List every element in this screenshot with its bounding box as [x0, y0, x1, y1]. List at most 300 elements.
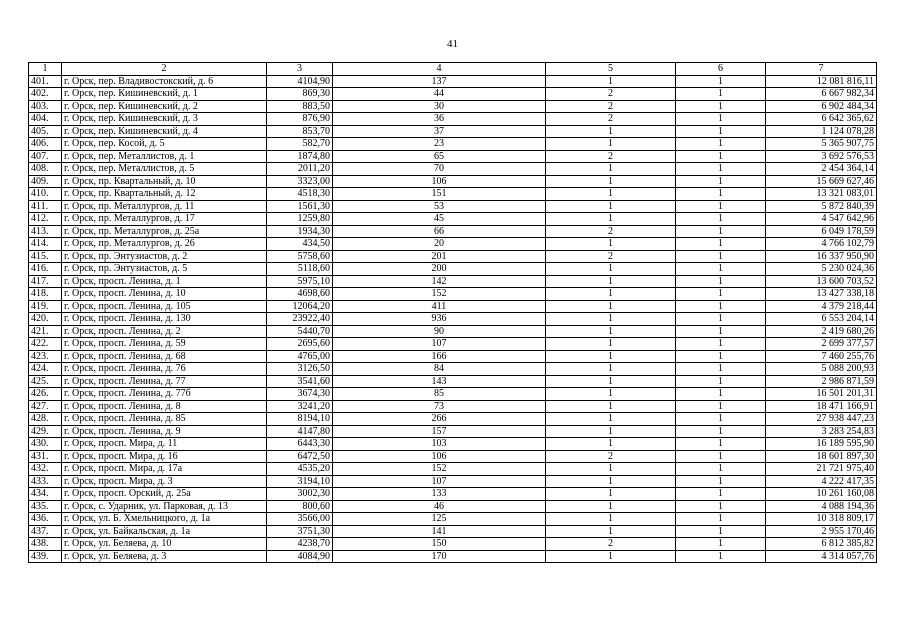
address-cell: г. Орск, пер. Кишиневский, д. 4 [62, 125, 267, 138]
address-cell: г. Орск, просп. Ленина, д. 68 [62, 350, 267, 363]
cost-cell: 2 419 680,26 [766, 325, 877, 338]
row-number: 409. [29, 175, 62, 188]
table-row [29, 450, 877, 463]
table-row [29, 375, 877, 388]
count-cell: 150 [333, 538, 546, 551]
row-number: 430. [29, 438, 62, 451]
cost-cell: 2 454 364,14 [766, 163, 877, 176]
area-cell: 3194,10 [267, 475, 333, 488]
col6-cell: 1 [676, 213, 766, 226]
area-cell: 3126,50 [267, 363, 333, 376]
col6-cell: 1 [676, 363, 766, 376]
row-number: 417. [29, 275, 62, 288]
table-row [29, 338, 877, 351]
area-cell: 582,70 [267, 138, 333, 151]
cost-cell: 6 642 365,62 [766, 113, 877, 126]
col5-cell: 1 [546, 350, 676, 363]
count-cell: 157 [333, 425, 546, 438]
row-number: 407. [29, 150, 62, 163]
col5-cell: 1 [546, 550, 676, 563]
row-number: 438. [29, 538, 62, 551]
col5-cell: 1 [546, 175, 676, 188]
count-cell: 65 [333, 150, 546, 163]
count-cell: 30 [333, 100, 546, 113]
row-number: 437. [29, 525, 62, 538]
col5-cell: 1 [546, 125, 676, 138]
col5-cell: 1 [546, 375, 676, 388]
row-number: 411. [29, 200, 62, 213]
address-cell: г. Орск, просп. Ленина, д. 9 [62, 425, 267, 438]
col6-cell: 1 [676, 538, 766, 551]
table-body [29, 75, 877, 563]
row-number: 426. [29, 388, 62, 401]
col6-cell: 1 [676, 413, 766, 426]
col5-cell: 2 [546, 150, 676, 163]
count-cell: 20 [333, 238, 546, 251]
count-cell: 266 [333, 413, 546, 426]
cost-cell: 4 222 417,35 [766, 475, 877, 488]
table-row [29, 238, 877, 251]
count-cell: 166 [333, 350, 546, 363]
count-cell: 200 [333, 263, 546, 276]
col6-cell: 1 [676, 175, 766, 188]
col5-cell: 2 [546, 225, 676, 238]
address-cell: г. Орск, просп. Мира, д. 17а [62, 463, 267, 476]
count-cell: 143 [333, 375, 546, 388]
address-cell: г. Орск, пр. Энтузиастов, д. 2 [62, 250, 267, 263]
table-row [29, 250, 877, 263]
table-row [29, 388, 877, 401]
col6-cell: 1 [676, 450, 766, 463]
table-row [29, 363, 877, 376]
count-cell: 90 [333, 325, 546, 338]
count-cell: 151 [333, 188, 546, 201]
area-cell: 12064,20 [267, 300, 333, 313]
col5-cell: 1 [546, 238, 676, 251]
cost-cell: 2 955 170,46 [766, 525, 877, 538]
col5-cell: 1 [546, 425, 676, 438]
address-cell: г. Орск, пр. Металлургов, д. 25а [62, 225, 267, 238]
table-row [29, 325, 877, 338]
area-cell: 2695,60 [267, 338, 333, 351]
count-cell: 137 [333, 75, 546, 88]
row-number: 434. [29, 488, 62, 501]
table-row [29, 313, 877, 326]
col6-cell: 1 [676, 425, 766, 438]
table-row [29, 125, 877, 138]
count-cell: 85 [333, 388, 546, 401]
count-cell: 46 [333, 500, 546, 513]
area-cell: 5975,10 [267, 275, 333, 288]
col5-cell: 1 [546, 363, 676, 376]
col6-cell: 1 [676, 300, 766, 313]
column-header-5: 5 [546, 63, 676, 76]
col6-cell: 1 [676, 500, 766, 513]
area-cell: 4084,90 [267, 550, 333, 563]
row-number: 439. [29, 550, 62, 563]
count-cell: 936 [333, 313, 546, 326]
count-cell: 125 [333, 513, 546, 526]
area-cell: 1259,80 [267, 213, 333, 226]
table-row [29, 413, 877, 426]
column-number-row [29, 63, 877, 76]
row-number: 419. [29, 300, 62, 313]
address-cell: г. Орск, ул. Б. Хмельницкого, д. 1а [62, 513, 267, 526]
area-cell: 853,70 [267, 125, 333, 138]
count-cell: 45 [333, 213, 546, 226]
row-number: 415. [29, 250, 62, 263]
count-cell: 44 [333, 88, 546, 101]
col5-cell: 1 [546, 463, 676, 476]
col5-cell: 1 [546, 338, 676, 351]
area-cell: 8194,10 [267, 413, 333, 426]
col6-cell: 1 [676, 200, 766, 213]
address-cell: г. Орск, ул. Байкальская, д. 1а [62, 525, 267, 538]
column-header-3: 3 [267, 63, 333, 76]
col6-cell: 1 [676, 88, 766, 101]
col5-cell: 1 [546, 400, 676, 413]
area-cell: 3674,30 [267, 388, 333, 401]
col6-cell: 1 [676, 113, 766, 126]
col6-cell: 1 [676, 163, 766, 176]
row-number: 410. [29, 188, 62, 201]
col6-cell: 1 [676, 275, 766, 288]
count-cell: 66 [333, 225, 546, 238]
col6-cell: 1 [676, 525, 766, 538]
col5-cell: 2 [546, 538, 676, 551]
address-cell: г. Орск, просп. Ленина, д. 105 [62, 300, 267, 313]
table-row [29, 350, 877, 363]
col5-cell: 1 [546, 525, 676, 538]
row-number: 427. [29, 400, 62, 413]
col5-cell: 1 [546, 438, 676, 451]
area-cell: 5440,70 [267, 325, 333, 338]
row-number: 404. [29, 113, 62, 126]
table-row [29, 225, 877, 238]
cost-cell: 10 318 809,17 [766, 513, 877, 526]
area-cell: 3541,60 [267, 375, 333, 388]
address-cell: г. Орск, пр. Металлургов, д. 26 [62, 238, 267, 251]
row-number: 432. [29, 463, 62, 476]
table-row [29, 175, 877, 188]
area-cell: 4535,20 [267, 463, 333, 476]
count-cell: 70 [333, 163, 546, 176]
row-number: 436. [29, 513, 62, 526]
row-number: 422. [29, 338, 62, 351]
table-row [29, 75, 877, 88]
cost-cell: 3 692 576,53 [766, 150, 877, 163]
page-number: 41 [447, 38, 458, 50]
col6-cell: 1 [676, 388, 766, 401]
col6-cell: 1 [676, 375, 766, 388]
area-cell: 434,50 [267, 238, 333, 251]
column-header-1: 1 [29, 63, 62, 76]
col6-cell: 1 [676, 263, 766, 276]
table-row [29, 263, 877, 276]
col5-cell: 1 [546, 313, 676, 326]
col5-cell: 1 [546, 325, 676, 338]
area-cell: 6472,50 [267, 450, 333, 463]
col5-cell: 2 [546, 450, 676, 463]
cost-cell: 18 601 897,30 [766, 450, 877, 463]
area-cell: 1934,30 [267, 225, 333, 238]
cost-cell: 5 365 907,75 [766, 138, 877, 151]
table-row [29, 100, 877, 113]
column-header-2: 2 [62, 63, 267, 76]
row-number: 431. [29, 450, 62, 463]
area-cell: 3241,20 [267, 400, 333, 413]
col6-cell: 1 [676, 225, 766, 238]
count-cell: 103 [333, 438, 546, 451]
cost-cell: 10 261 160,08 [766, 488, 877, 501]
row-number: 433. [29, 475, 62, 488]
table-row [29, 88, 877, 101]
address-cell: г. Орск, ул. Беляева, д. 3 [62, 550, 267, 563]
cost-cell: 21 721 975,40 [766, 463, 877, 476]
col5-cell: 1 [546, 388, 676, 401]
area-cell: 4518,30 [267, 188, 333, 201]
cost-cell: 4 088 194,36 [766, 500, 877, 513]
address-cell: г. Орск, пер. Кишиневский, д. 3 [62, 113, 267, 126]
area-cell: 3323,00 [267, 175, 333, 188]
table-row [29, 475, 877, 488]
count-cell: 106 [333, 450, 546, 463]
table-row [29, 188, 877, 201]
cost-cell: 13 427 338,18 [766, 288, 877, 301]
address-cell: г. Орск, пр. Квартальный, д. 12 [62, 188, 267, 201]
table-row [29, 425, 877, 438]
address-cell: г. Орск, просп. Ленина, д. 130 [62, 313, 267, 326]
cost-cell: 2 699 377,57 [766, 338, 877, 351]
area-cell: 4238,70 [267, 538, 333, 551]
area-cell: 4765,00 [267, 350, 333, 363]
area-cell: 869,30 [267, 88, 333, 101]
table-row [29, 138, 877, 151]
address-cell: г. Орск, просп. Ленина, д. 77б [62, 388, 267, 401]
col5-cell: 1 [546, 475, 676, 488]
col6-cell: 1 [676, 250, 766, 263]
address-cell: г. Орск, пр. Квартальный, д. 10 [62, 175, 267, 188]
address-cell: г. Орск, пер. Владивостокский, д. 6 [62, 75, 267, 88]
row-number: 424. [29, 363, 62, 376]
count-cell: 201 [333, 250, 546, 263]
col5-cell: 1 [546, 200, 676, 213]
col6-cell: 1 [676, 350, 766, 363]
row-number: 425. [29, 375, 62, 388]
count-cell: 152 [333, 463, 546, 476]
column-header-4: 4 [333, 63, 546, 76]
row-number: 406. [29, 138, 62, 151]
row-number: 408. [29, 163, 62, 176]
cost-cell: 12 081 816,11 [766, 75, 877, 88]
table-row [29, 400, 877, 413]
area-cell: 800,60 [267, 500, 333, 513]
address-cell: г. Орск, ул. Беляева, д. 10 [62, 538, 267, 551]
address-cell: г. Орск, просп. Мира, д. 11 [62, 438, 267, 451]
table-row [29, 275, 877, 288]
address-cell: г. Орск, просп. Ленина, д. 59 [62, 338, 267, 351]
area-cell: 5118,60 [267, 263, 333, 276]
col6-cell: 1 [676, 100, 766, 113]
count-cell: 36 [333, 113, 546, 126]
address-cell: г. Орск, пер. Металлистов, д. 1 [62, 150, 267, 163]
cost-cell: 4 766 102,79 [766, 238, 877, 251]
address-cell: г. Орск, просп. Ленина, д. 85 [62, 413, 267, 426]
address-cell: г. Орск, просп. Мира, д. 16 [62, 450, 267, 463]
cost-cell: 6 049 178,59 [766, 225, 877, 238]
col6-cell: 1 [676, 475, 766, 488]
col5-cell: 1 [546, 288, 676, 301]
area-cell: 883,50 [267, 100, 333, 113]
address-cell: г. Орск, просп. Ленина, д. 8 [62, 400, 267, 413]
cost-cell: 15 669 627,46 [766, 175, 877, 188]
cost-cell: 16 337 950,90 [766, 250, 877, 263]
row-number: 429. [29, 425, 62, 438]
row-number: 413. [29, 225, 62, 238]
address-cell: г. Орск, пр. Энтузиастов, д. 5 [62, 263, 267, 276]
row-number: 420. [29, 313, 62, 326]
col5-cell: 1 [546, 138, 676, 151]
cost-cell: 5 230 024,36 [766, 263, 877, 276]
table-row [29, 113, 877, 126]
col6-cell: 1 [676, 138, 766, 151]
col5-cell: 2 [546, 88, 676, 101]
count-cell: 107 [333, 338, 546, 351]
address-cell: г. Орск, просп. Ленина, д. 2 [62, 325, 267, 338]
cost-cell: 2 986 871,59 [766, 375, 877, 388]
cost-cell: 16 501 201,31 [766, 388, 877, 401]
col5-cell: 1 [546, 513, 676, 526]
col6-cell: 1 [676, 150, 766, 163]
cost-cell: 5 088 200,93 [766, 363, 877, 376]
cost-cell: 27 938 447,23 [766, 413, 877, 426]
cost-cell: 3 283 254,83 [766, 425, 877, 438]
column-header-7: 7 [766, 63, 877, 76]
cost-cell: 4 379 218,44 [766, 300, 877, 313]
count-cell: 106 [333, 175, 546, 188]
cost-cell: 6 902 484,34 [766, 100, 877, 113]
count-cell: 411 [333, 300, 546, 313]
col6-cell: 1 [676, 188, 766, 201]
table-row [29, 438, 877, 451]
area-cell: 3751,30 [267, 525, 333, 538]
area-cell: 5758,60 [267, 250, 333, 263]
cost-cell: 5 872 840,39 [766, 200, 877, 213]
col6-cell: 1 [676, 438, 766, 451]
address-cell: г. Орск, пер. Металлистов, д. 5 [62, 163, 267, 176]
row-number: 414. [29, 238, 62, 251]
col6-cell: 1 [676, 238, 766, 251]
col5-cell: 1 [546, 275, 676, 288]
area-cell: 6443,30 [267, 438, 333, 451]
count-cell: 141 [333, 525, 546, 538]
area-cell: 4147,80 [267, 425, 333, 438]
row-number: 423. [29, 350, 62, 363]
row-number: 402. [29, 88, 62, 101]
table-row [29, 200, 877, 213]
row-number: 428. [29, 413, 62, 426]
table-row [29, 288, 877, 301]
count-cell: 53 [333, 200, 546, 213]
col6-cell: 1 [676, 488, 766, 501]
table-row [29, 463, 877, 476]
address-cell: г. Орск, пер. Кишиневский, д. 1 [62, 88, 267, 101]
address-cell: г. Орск, пер. Кишиневский, д. 2 [62, 100, 267, 113]
area-cell: 876,90 [267, 113, 333, 126]
cost-cell: 6 667 982,34 [766, 88, 877, 101]
address-cell: г. Орск, просп. Ленина, д. 77 [62, 375, 267, 388]
col6-cell: 1 [676, 125, 766, 138]
address-cell: г. Орск, просп. Орский, д. 25а [62, 488, 267, 501]
row-number: 435. [29, 500, 62, 513]
row-number: 403. [29, 100, 62, 113]
count-cell: 73 [333, 400, 546, 413]
table-row [29, 163, 877, 176]
col5-cell: 1 [546, 213, 676, 226]
cost-cell: 4 314 057,76 [766, 550, 877, 563]
row-number: 416. [29, 263, 62, 276]
cost-cell: 6 812 385,82 [766, 538, 877, 551]
table-row [29, 300, 877, 313]
address-cell: г. Орск, пр. Металлургов, д. 11 [62, 200, 267, 213]
row-number: 421. [29, 325, 62, 338]
cost-cell: 16 189 595,90 [766, 438, 877, 451]
area-cell: 2011,20 [267, 163, 333, 176]
row-number: 418. [29, 288, 62, 301]
col5-cell: 1 [546, 500, 676, 513]
col5-cell: 1 [546, 188, 676, 201]
address-register-table [28, 62, 877, 563]
col5-cell: 1 [546, 488, 676, 501]
address-cell: г. Орск, просп. Ленина, д. 1 [62, 275, 267, 288]
address-cell: г. Орск, просп. Ленина, д. 10 [62, 288, 267, 301]
col5-cell: 1 [546, 300, 676, 313]
row-number: 401. [29, 75, 62, 88]
count-cell: 133 [333, 488, 546, 501]
table-row [29, 500, 877, 513]
count-cell: 107 [333, 475, 546, 488]
cost-cell: 4 547 642,96 [766, 213, 877, 226]
area-cell: 23922,40 [267, 313, 333, 326]
cost-cell: 13 600 703,52 [766, 275, 877, 288]
count-cell: 84 [333, 363, 546, 376]
row-number: 412. [29, 213, 62, 226]
table-row [29, 150, 877, 163]
col6-cell: 1 [676, 463, 766, 476]
col6-cell: 1 [676, 75, 766, 88]
area-cell: 3002,30 [267, 488, 333, 501]
count-cell: 170 [333, 550, 546, 563]
col5-cell: 1 [546, 263, 676, 276]
table-row [29, 538, 877, 551]
col5-cell: 2 [546, 113, 676, 126]
col6-cell: 1 [676, 400, 766, 413]
cost-cell: 7 460 255,76 [766, 350, 877, 363]
area-cell: 1874,80 [267, 150, 333, 163]
address-cell: г. Орск, просп. Ленина, д. 76 [62, 363, 267, 376]
table-row [29, 488, 877, 501]
area-cell: 1561,30 [267, 200, 333, 213]
table-row [29, 525, 877, 538]
count-cell: 37 [333, 125, 546, 138]
address-cell: г. Орск, с. Ударник, ул. Парковая, д. 13 [62, 500, 267, 513]
col6-cell: 1 [676, 288, 766, 301]
col6-cell: 1 [676, 338, 766, 351]
col6-cell: 1 [676, 325, 766, 338]
table-row [29, 550, 877, 563]
row-number: 405. [29, 125, 62, 138]
col5-cell: 1 [546, 75, 676, 88]
